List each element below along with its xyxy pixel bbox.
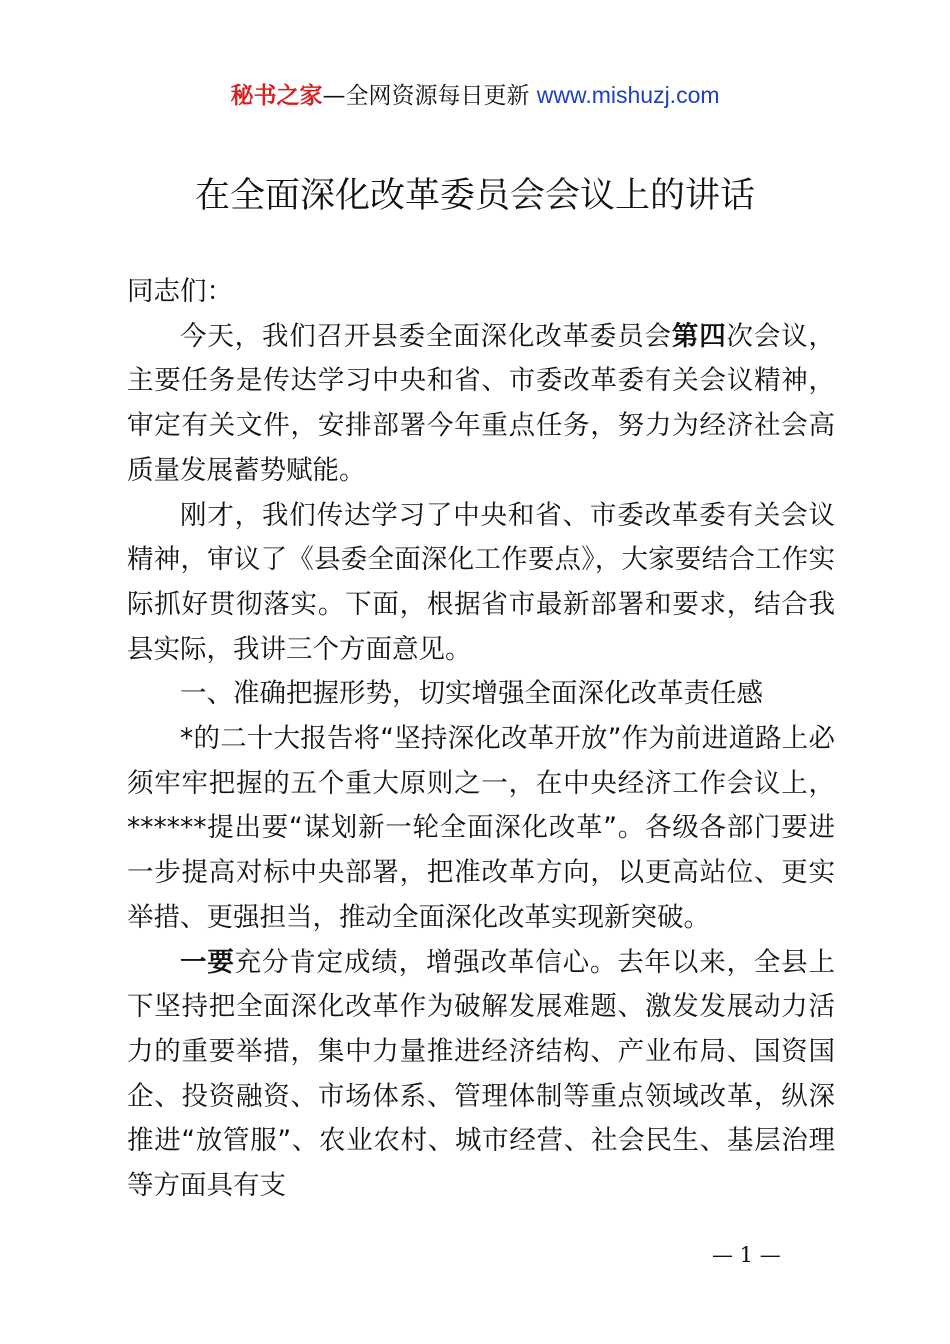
point-lead: 一要 [180,946,235,978]
paragraph-intro-after: 次会议，主要任务是传达学习中央和省、市委改革委有关会议精神，审定有关文件，安排部署今年重点任务，努力为经济社会高质量发展蓄势赋能。 [127,320,836,486]
brand-name: 秘书之家 [230,83,323,109]
paragraph-report: *的二十大报告将“坚持深化改革开放”作为前进道路上必须牢牢把握的五个重大原则之一，在中央经济工作会议上，******提出要“谋划新一轮全面深化改革”。各级各部门要进一步提高对标中央部署，把准改革方向，以更高站位、更实举措、更强担当，推动全面深化改革实现新突破。 [127,723,835,933]
section-heading-1: 一、准确把握形势，切实增强全面深化改革责任感 [180,678,763,710]
paragraph-review: 刚才，我们传达学习了中央和省、市委改革委有关会议精神，审议了《县委全面深化工作要点》，大家要结合工作实际抓好贯彻落实。下面，根据省市最新部署和要求，结合我县实际，我讲三个方面意见。 [127,499,835,665]
paragraph-intro [127,315,835,494]
point-text: 充分肯定成绩，增强改革信心。去年以来，全县上下坚持把全面深化改革作为破解发展难题、激发发展动力活力的重要举措，集中力量推进经济结构、产业布局、国资国企、投资融资、市场体系、管理体制等重点领域改革，纵深推进“放管服”、农业农村、城市经营、社会民生、基层治理等方面具有支 [127,946,836,1202]
header-slogan: —全网资源每日更新 [322,83,537,109]
paragraph-intro-bold: 第四 [671,320,727,352]
page-number: — 1 — [712,1243,781,1267]
site-url-link[interactable]: www.mishuzj.com [536,82,720,108]
paragraph-point-1 [127,941,835,1209]
paragraph-intro-before: 今天，我们召开县委全面深化改革委员会 [180,320,672,352]
site-header [0,78,950,113]
document-title: 在全面深化改革委员会会议上的讲话 [194,176,755,216]
document-body [127,270,835,1209]
salutation: 同志们： [127,276,233,307]
